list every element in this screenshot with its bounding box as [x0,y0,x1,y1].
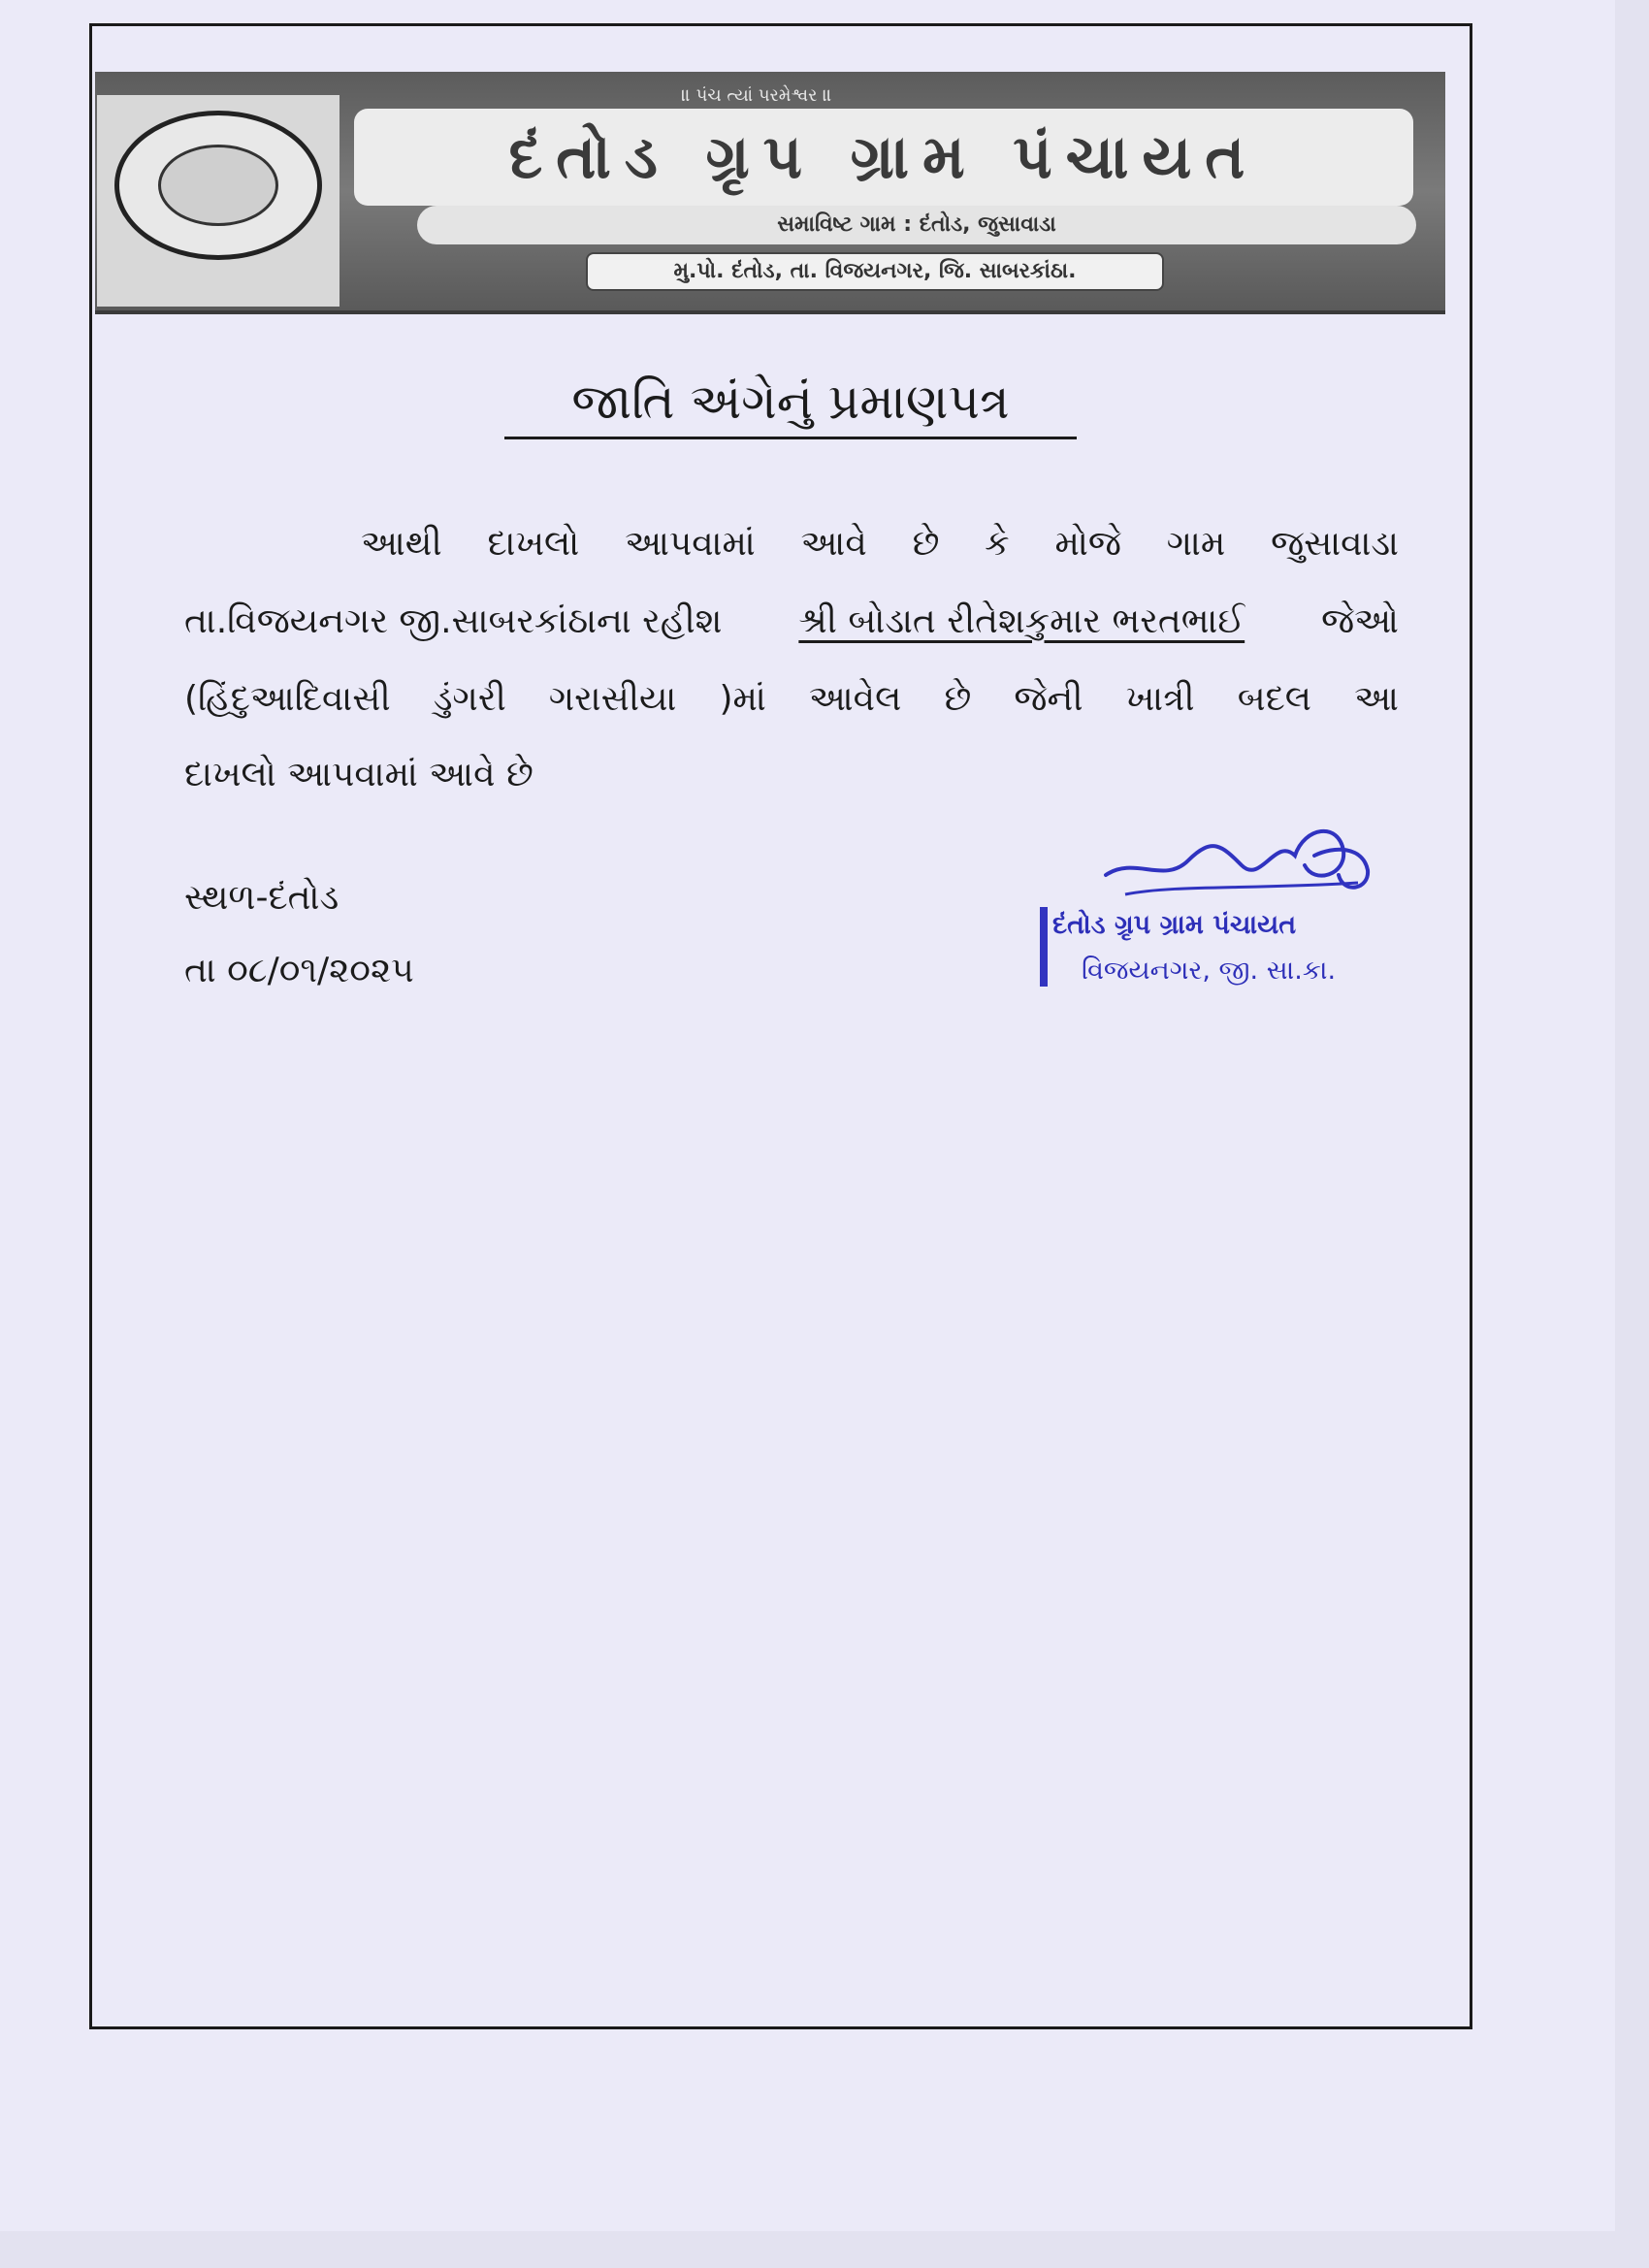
certificate-line-1: આથી દાખલો આપવામાં આવે છે કે મોજે ગામ જુસાવાડા [361,524,1399,564]
certificate-line-2: તા.વિજયનગર જી.સાબરકાંઠાના રહીશ શ્રી બોડાત રીતેશકુમાર ભરતભાઈ જેઓ [184,601,1399,641]
letterhead-address: મુ.પો. દંતોડ, તા. વિજયનગર, જિ. સાબરકાંઠા. [586,252,1164,291]
certificate-line-4: દાખલો આપવામાં આવે છે [184,755,534,794]
place-text: સ્થળ-દંતોડ [184,878,340,918]
letterhead-title-box [354,109,1413,206]
panchayat-seal-icon [114,111,322,260]
letterhead-motto: ॥ પંચ ત્યાં પરમેશ્વર ॥ [681,85,832,106]
certificate-heading: જાતિ અંગેનું પ્રમાણપત્ર [504,373,1077,439]
date-text: તા ૦૮/૦૧/૨૦૨૫ [184,951,414,990]
certificate-line-3: (હિંદુઆદિવાસી ડુંગરી ગરાસીયા )માં આવેલ છે જેની ખાત્રી બદલ આ [184,679,1399,719]
stamp-line-1: દંતોડ ગ્રૃપ ગ્રામ પંચાયત [1052,910,1297,940]
seal-emblem-icon [158,145,278,226]
stamp-line-2: વિજયનગર, જી. સા.કા. [1082,956,1337,986]
holder-name: શ્રી બોડાત રીતેશકુમાર ભરતભાઈ [798,601,1245,641]
letterhead-title: દંતોડ ગ્રૃપ ગ્રામ પંચાયત [508,121,1259,192]
signature-icon [1096,817,1377,923]
page-border [89,23,1472,2029]
letterhead-villages: સમાવિષ્ટ ગામ : દંતોડ, જુસાવાડા [417,206,1416,244]
stamp-mark [1040,907,1048,987]
